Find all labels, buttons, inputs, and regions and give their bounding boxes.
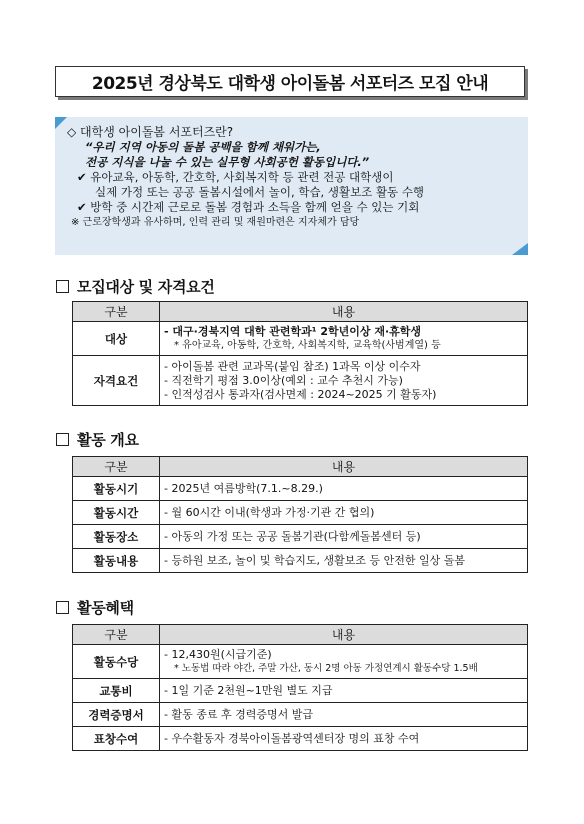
overview-table bbox=[72, 456, 528, 573]
row-key: 표창수여 bbox=[73, 727, 160, 751]
col-header-value: 내용 bbox=[160, 625, 528, 645]
row-value bbox=[160, 356, 528, 406]
table-row bbox=[73, 501, 528, 525]
row-value: - 월 60시간 이내(학생과 가정·기관 간 협의) bbox=[160, 501, 528, 525]
intro-check-1b: 실제 가정 또는 공공 돌봄시설에서 놀이, 학습, 생활보조 활동 수행 bbox=[95, 185, 425, 199]
section-heading-overview bbox=[56, 429, 139, 450]
row-value: - 활동 종료 후 경력증명서 발급 bbox=[160, 703, 528, 727]
table-row bbox=[73, 356, 528, 406]
intro-note: ※ 근로장학생과 유사하며, 인력 관리 및 재원마련은 지자체가 담당 bbox=[71, 217, 360, 228]
row-key: 대상 bbox=[73, 322, 160, 356]
table-row bbox=[73, 727, 528, 751]
section-heading-text: 모집대상 및 자격요건 bbox=[77, 278, 215, 296]
row-subline: * 노동법 따라 야간, 주말 가산, 동시 2명 아동 가정연계시 활동수당 1.5배 bbox=[174, 662, 478, 674]
row-value: - 우수활동자 경북아이돌봄광역센터장 명의 표창 수여 bbox=[160, 727, 528, 751]
table-row bbox=[73, 645, 528, 679]
row-line: - 직전학기 평점 3.0이상(예외 : 교수 추천시 가능) bbox=[164, 373, 403, 387]
page-title: 2025년 경상북도 대학생 아이돌봄 서포터즈 모집 안내 bbox=[91, 74, 489, 94]
row-subline: * 유아교육, 아동학, 간호학, 사회복지학, 교육학(사범계열) 등 bbox=[174, 339, 441, 351]
row-value: - 등하원 보조, 놀이 및 학습지도, 생활보조 등 안전한 일상 돌봄 bbox=[160, 549, 528, 573]
section-heading-benefits bbox=[56, 597, 134, 618]
intro-quote-2: 전공 지식을 나눌 수 있는 실무형 사회공헌 활동입니다.” bbox=[85, 155, 370, 169]
table-row bbox=[73, 322, 528, 356]
row-value: - 2025년 여름방학(7.1.~8.29.) bbox=[160, 477, 528, 501]
row-line: - 대구·경북지역 대학 관련학과¹ 2학년이상 재·휴학생 bbox=[164, 324, 422, 338]
col-header-key: 구분 bbox=[73, 457, 160, 477]
row-key: 활동시간 bbox=[73, 501, 160, 525]
title-box bbox=[55, 66, 525, 97]
table-row bbox=[73, 703, 528, 727]
table-row bbox=[73, 549, 528, 573]
intro-quote-1: “우리 지역 아동의 돌봄 공백을 함께 채워가는, bbox=[85, 140, 321, 154]
recruit-table bbox=[72, 301, 528, 406]
section-heading-recruit bbox=[56, 276, 215, 297]
corner-decoration bbox=[55, 117, 67, 129]
row-key: 활동수당 bbox=[73, 645, 160, 679]
row-key: 활동장소 bbox=[73, 525, 160, 549]
row-line: - 인적성검사 통과자(검사면제 : 2024~2025 기 활동자) bbox=[164, 387, 437, 401]
intro-check-2: ✔ 방학 중 시간제 근로로 돌봄 경험과 소득을 함께 얻을 수 있는 기회 bbox=[77, 200, 420, 214]
row-value: - 아동의 가정 또는 공공 돌봄기관(다함께돌봄센터 등) bbox=[160, 525, 528, 549]
benefits-table bbox=[72, 624, 528, 751]
row-line: - 아이돌봄 관련 교과목(붙임 참조) 1과목 이상 이수자 bbox=[164, 359, 421, 373]
checkbox-square-icon bbox=[56, 601, 69, 614]
corner-decoration bbox=[512, 243, 528, 255]
table-header-row bbox=[73, 302, 528, 322]
col-header-value: 내용 bbox=[160, 302, 528, 322]
table-row bbox=[73, 477, 528, 501]
row-key: 자격요건 bbox=[73, 356, 160, 406]
col-header-key: 구분 bbox=[73, 302, 160, 322]
row-key: 활동시기 bbox=[73, 477, 160, 501]
intro-check-1a: ✔ 유아교육, 아동학, 간호학, 사회복지학 등 관련 전공 대학생이 bbox=[77, 170, 394, 184]
row-key: 경력증명서 bbox=[73, 703, 160, 727]
row-key: 교통비 bbox=[73, 679, 160, 703]
table-row bbox=[73, 679, 528, 703]
row-value bbox=[160, 322, 528, 356]
table-row bbox=[73, 525, 528, 549]
col-header-key: 구분 bbox=[73, 625, 160, 645]
row-value: - 1일 기준 2천원~1만원 별도 지급 bbox=[160, 679, 528, 703]
checkbox-square-icon bbox=[56, 280, 69, 293]
checkbox-square-icon bbox=[56, 433, 69, 446]
row-line: - 12,430원(시급기준) bbox=[164, 647, 272, 661]
section-heading-text: 활동 개요 bbox=[77, 431, 139, 449]
row-key: 활동내용 bbox=[73, 549, 160, 573]
table-header-row bbox=[73, 625, 528, 645]
intro-box bbox=[55, 117, 528, 255]
col-header-value: 내용 bbox=[160, 457, 528, 477]
section-heading-text: 활동혜택 bbox=[77, 599, 134, 617]
table-header-row bbox=[73, 457, 528, 477]
intro-question: ◇ 대학생 아이돌봄 서포터즈란? bbox=[67, 125, 234, 139]
row-value bbox=[160, 645, 528, 679]
